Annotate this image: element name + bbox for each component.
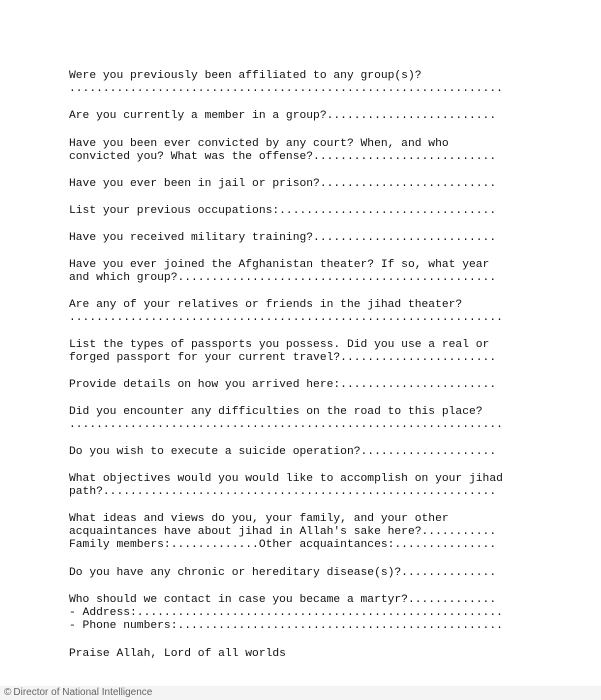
question-line: acquaintances have about jihad in Allah's sake here?........... xyxy=(69,526,497,538)
question-occupations xyxy=(69,205,496,218)
closing-line: Praise Allah, Lord of all worlds xyxy=(69,648,286,660)
question-current-group xyxy=(69,110,496,123)
question-line: List the types of passports you possess. Did you use a real or xyxy=(69,339,490,351)
question-line: and which group?............................................... xyxy=(69,272,497,284)
question-line: Are any of your relatives or friends in the jihad theater? xyxy=(69,299,463,311)
phone-line: - Phone numbers:................................................ xyxy=(69,620,503,632)
question-line: Do you have any chronic or hereditary disease(s)?.............. xyxy=(69,567,497,579)
question-line: Have you been ever convicted by any court? When, and who xyxy=(69,138,449,150)
question-line: Provide details on how you arrived here:....................... xyxy=(69,379,497,391)
copyright-icon: © xyxy=(4,687,12,698)
question-line: What objectives would you would like to accomplish on your jihad xyxy=(69,473,503,485)
question-line: Did you encounter any difficulties on the road to this place? xyxy=(69,406,483,418)
question-line: Who should we contact in case you became a martyr?............. xyxy=(69,594,497,606)
question-jail xyxy=(69,178,496,191)
address-line: - Address:...................................................... xyxy=(69,607,503,619)
question-arrival xyxy=(69,379,496,392)
question-line: List your previous occupations:................................ xyxy=(69,205,497,217)
answer-line: ................................................................ xyxy=(69,83,503,95)
question-line: Family members:.............Other acquaintances:............... xyxy=(69,539,497,551)
answer-line: ................................................................ xyxy=(69,312,503,324)
question-line: Have you ever joined the Afghanistan theater? If so, what year xyxy=(69,259,490,271)
question-line: What ideas and views do you, your family, and your other xyxy=(69,513,449,525)
question-objectives xyxy=(69,473,503,499)
question-military-training xyxy=(69,232,496,245)
question-passports xyxy=(69,339,496,365)
question-ideas-views xyxy=(69,513,496,552)
question-line: path?.......................................................... xyxy=(69,486,497,498)
question-operation xyxy=(69,446,496,459)
question-affiliation xyxy=(69,70,503,96)
question-line: Are you currently a member in a group?......................... xyxy=(69,110,497,122)
credit-text: Director of National Intelligence xyxy=(13,687,153,698)
question-line: Have you received military training?........................... xyxy=(69,232,497,244)
question-disease xyxy=(69,567,496,580)
question-line: Do you wish to execute a suicide operation?.................... xyxy=(69,446,497,458)
photo-credit xyxy=(0,686,601,700)
question-line: convicted you? What was the offense?........................... xyxy=(69,151,497,163)
question-line: forged passport for your current travel?....................... xyxy=(69,352,497,364)
question-contact xyxy=(69,594,503,633)
question-line: Have you ever been in jail or prison?.......................... xyxy=(69,178,497,190)
question-difficulties xyxy=(69,406,503,432)
question-afghanistan xyxy=(69,259,496,285)
question-line: Were you previously been affiliated to any group(s)? xyxy=(69,70,422,82)
answer-line: ................................................................ xyxy=(69,419,503,431)
question-relatives xyxy=(69,299,503,325)
question-convicted xyxy=(69,138,496,164)
